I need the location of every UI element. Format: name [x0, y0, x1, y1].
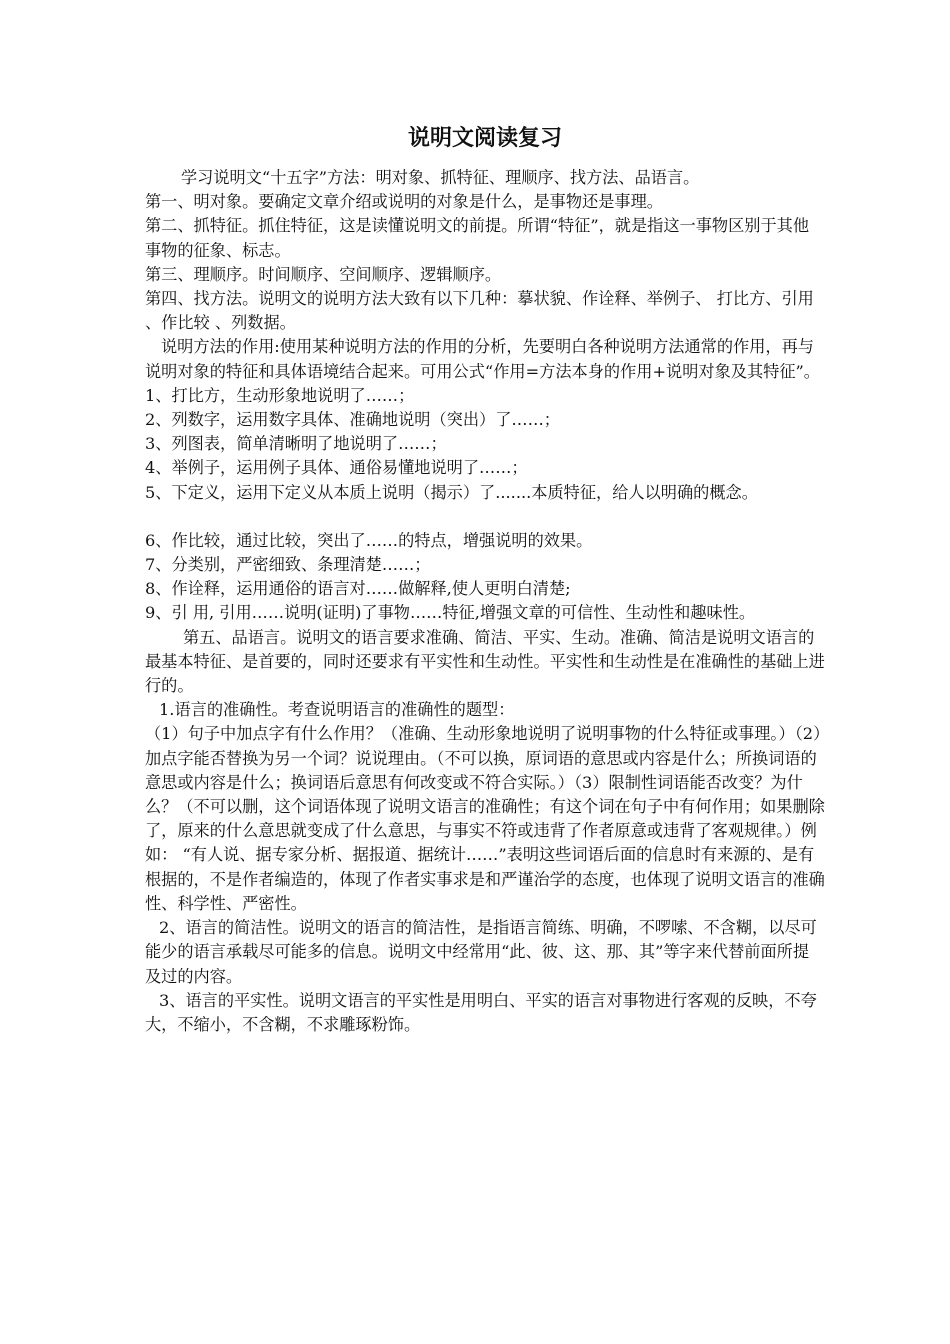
- method-item-6: 6、作比较，通过比较，突出了……的特点，增强说明的效果。: [145, 530, 593, 550]
- conciseness-paragraph: 2、语言的简洁性。说明文的语言的简洁性，是指语言简练、明确，不啰嗦、不含糊，以尽可能少的语言承载尽可能多的信息。说明文中经常用“此、彼、这、那、其”等字来代替前面所提及过的内容。: [145, 918, 817, 986]
- method-item-8: 8、作诠释，运用通俗的语言对……做解释,使人更明白清楚;: [145, 579, 571, 599]
- step-five-paragraph: 第五、品语言。说明文的语言要求准确、简洁、平实、生动。准确、简洁是说明文语言的最基本特征、是首要的，同时还要求有平实性和生动性。平实性和生动性是在准确性的基础上进行的。: [145, 627, 825, 696]
- method-item-4: 4、举例子，运用例子具体、通俗易懂地说明了……；: [145, 458, 528, 478]
- step-two-paragraph: 第二、抓特征。抓住特征，这是读懂说明文的前提。所谓“特征”，就是指这一事物区别于其他事物的征象、标志。: [145, 216, 810, 260]
- method-item-9: 9、引 用, 引用……说明(证明)了事物……特征,增强文章的可信性、生动性和趣味性。: [145, 603, 756, 623]
- accuracy-heading: 1.语言的准确性。考查说明语言的准确性的题型：: [159, 700, 515, 720]
- step-four-paragraph: 第四、找方法。说明文的说明方法大致有以下几种：摹状貌、作诠释、举例子、 打比方、引用 、作比较 、列数据。: [145, 289, 814, 333]
- method-effect-paragraph: 说明方法的作用:使用某种说明方法的作用的分析，先要明白各种说明方法通常的作用，再与说明对象的特征和具体语境结合起来。可用公式“作用=方法本身的作用+说明对象及其特征”。: [145, 337, 820, 381]
- document-title: 说明文阅读复习: [407, 126, 562, 151]
- method-item-7: 7、分类别，严密细致、条理清楚……；: [145, 555, 431, 575]
- method-item-2: 2、列数字，运用数字具体、准确地说明（突出）了……；: [145, 410, 560, 430]
- method-item-3: 3、列图表，简单清晰明了地说明了……；: [145, 434, 447, 454]
- blank-line: [145, 505, 825, 529]
- document-page: [145, 124, 825, 1037]
- step-three-paragraph: 第三、理顺序。时间顺序、空间顺序、逻辑顺序。: [145, 264, 502, 284]
- method-item-5: 5、下定义，运用下定义从本质上说明（揭示）了.......本质特征，给人以明确的概念。: [145, 482, 758, 502]
- intro-paragraph: 学习说明文“十五字”方法：明对象、抓特征、理顺序、找方法、品语言。: [181, 168, 700, 187]
- accuracy-paragraph: （1）句子中加点字有什么作用？（准确、生动形象地说明了说明事物的什么特征或事理。）（2）加点字能否替换为另一个词？说说理由。（不可以换，原词语的意思或内容是什么；所换词语的意思或内容是什么；换词语后意思有何改变或不符合实际。）（3）限制性词语能否改变？为什么？（不可以删，这个词语体现了说明文语言的准确性；有这个词在句子中有何作用；如果删除了，原来的什么意思就变成了什么意思，与事实不符或违背了作者原意或违背了客观规律。）例如： “有人说、据专家分析、据报道、据统计……”表明这些词语后面的信息时有来源的、是有根据的，不是作者编造的，体现了作者实事求是和严谨治学的态度，也体现了说明文语言的准确性、科学性、严密性。: [145, 724, 825, 913]
- plainness-paragraph: 3、语言的平实性。说明文语言的平实性是用明白、平实的语言对事物进行客观的反映，不夸大，不缩小，不含糊，不求雕琢粉饰。: [145, 990, 817, 1034]
- method-item-1: 1、打比方，生动形象地说明了……；: [145, 385, 415, 405]
- step-one-paragraph: 第一、明对象。要确定文章介绍或说明的对象是什么，是事物还是事理。: [145, 192, 663, 212]
